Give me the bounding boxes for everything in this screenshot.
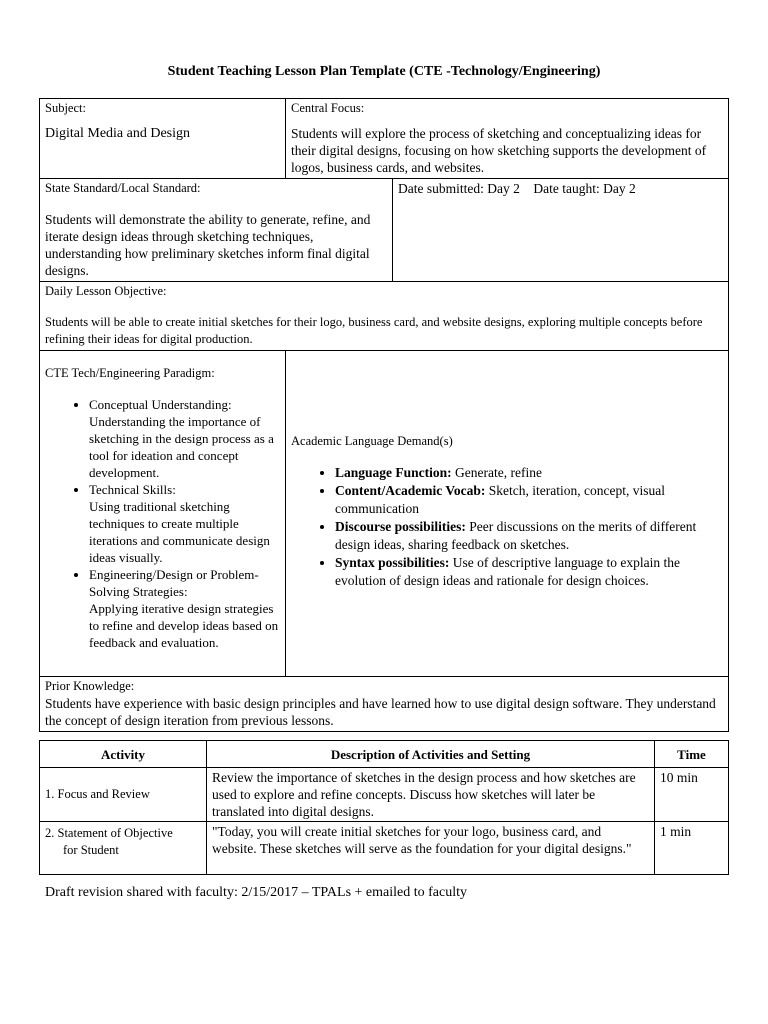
list-item: • Engineering/Design or Problem-Solving Strategies: Applying iterative design strategies to refine and develop ideas based on feedback and evaluation.: [89, 566, 280, 651]
footer-note: Draft revision shared with faculty: 2/15/2017 – TPALs + emailed to faculty: [45, 885, 467, 900]
dates-cell: [393, 179, 729, 282]
prior-knowledge-text: Students have experience with basic design principles and have learned how to use digital design software. They understand the concept of design iteration from previous lessons.: [45, 696, 716, 728]
date-taught: Date taught: Day 2: [533, 181, 636, 196]
time-header: Time: [655, 741, 729, 768]
list-item: • Technical Skills: Using traditional sketching techniques to create multiple iterations and communicate design ideas visually.: [89, 481, 280, 566]
central-focus-cell: [286, 99, 729, 179]
row-subject-focus: [40, 99, 729, 179]
list-item: • Discourse possibilities: Peer discussions on the merits of different design ideas, sharing feedback on sketches.: [335, 518, 723, 554]
subject-label: Subject:: [45, 101, 86, 115]
time-cell: 10 min: [655, 768, 729, 822]
lesson-plan-table: [39, 98, 729, 732]
list-item: • Content/Academic Vocab: Sketch, iteration, concept, visual communication: [335, 482, 723, 518]
central-focus-label: Central Focus:: [291, 101, 365, 115]
objective-label: Daily Lesson Objective:: [45, 284, 167, 298]
language-label: Academic Language Demand(s): [291, 434, 453, 448]
central-focus-text: Students will explore the process of sketching and conceptualizing ideas for their digital designs, focusing on how sketching supports the development of logos, business cards, and websites.: [291, 126, 707, 175]
activities-header-row: [40, 741, 729, 768]
document-title: Student Teaching Lesson Plan Template (CTE -Technology/Engineering): [167, 64, 601, 79]
description-header: Description of Activities and Setting: [207, 741, 655, 768]
row-paradigm-language: [40, 351, 729, 677]
row-standard-dates: [40, 179, 729, 282]
activity-cell: 1. Focus and Review: [40, 768, 207, 822]
paradigm-cell: [40, 351, 286, 677]
activity-cell: 2. Statement of Objective for Student: [40, 822, 207, 875]
paradigm-list: [45, 396, 280, 651]
objective-text: Students will be able to create initial sketches for their logo, business card, and website designs, exploring multiple concepts before refining their ideas for digital production.: [45, 315, 703, 346]
row-objective: [40, 282, 729, 351]
table-row: [40, 768, 729, 822]
standard-label: State Standard/Local Standard:: [45, 181, 201, 195]
row-prior-knowledge: [40, 677, 729, 732]
standard-cell: [40, 179, 393, 282]
list-item: • Syntax possibilities: Use of descriptive language to explain the evolution of design ideas and rationale for design choices.: [335, 554, 723, 590]
paradigm-label: CTE Tech/Engineering Paradigm:: [45, 366, 215, 380]
description-cell: "Today, you will create initial sketches for your logo, business card, and website. These sketches will serve as the foundation for your digital designs.": [207, 822, 655, 875]
description-cell: Review the importance of sketches in the design process and how sketches are used to explore and refine concepts. Discuss how sketches will later be translated into digital designs.: [207, 768, 655, 822]
subject-value: Digital Media and Design: [45, 126, 191, 141]
table-row: [40, 822, 729, 875]
list-item: • Language Function: Generate, refine: [335, 464, 723, 482]
language-cell: [286, 351, 729, 677]
date-submitted: Date submitted: Day 2: [398, 181, 520, 196]
time-cell: 1 min: [655, 822, 729, 875]
objective-cell: [40, 282, 729, 351]
subject-cell: [40, 99, 286, 179]
prior-knowledge-label: Prior Knowledge:: [45, 679, 135, 693]
list-item: • Conceptual Understanding: Understanding the importance of sketching in the design process as a tool for ideation and concept development.: [89, 396, 280, 481]
activity-header: Activity: [40, 741, 207, 768]
activities-table: [39, 740, 729, 875]
language-list: [291, 464, 723, 590]
standard-text: Students will demonstrate the ability to generate, refine, and iterate design ideas through sketching techniques, understanding how preliminary sketches inform final digital designs.: [45, 212, 371, 278]
prior-knowledge-cell: [40, 677, 729, 732]
